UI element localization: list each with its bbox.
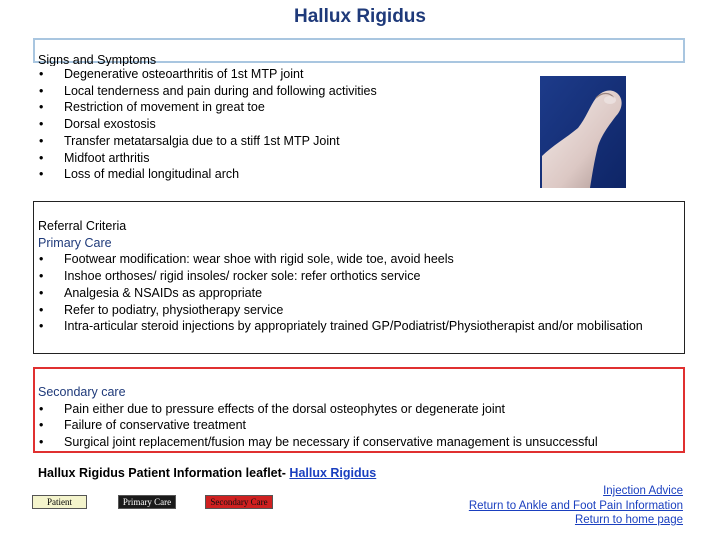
primary-care-button[interactable]: Primary Care: [118, 495, 176, 509]
signs-list: [38, 66, 558, 183]
referral-heading: Referral Criteria: [38, 219, 127, 233]
list-item: • Restriction of movement in great toe: [38, 99, 558, 116]
secondary-care-list: [38, 401, 678, 451]
secondary-care-heading: Secondary care: [38, 385, 126, 399]
leaflet-link[interactable]: Hallux Rigidus: [289, 466, 377, 480]
footer-links: [469, 484, 683, 528]
leaflet-line: [38, 466, 376, 480]
signs-heading: Signs and Symptoms: [38, 53, 157, 66]
list-item: • Failure of conservative treatment: [38, 417, 678, 434]
home-link[interactable]: Return to home page: [574, 514, 683, 527]
list-item: • Surgical joint replacement/fusion may be necessary if conservative management is unsuccessful: [38, 434, 678, 451]
foot-photo: [540, 76, 626, 188]
list-item: • Degenerative osteoarthritis of 1st MTP joint: [38, 66, 558, 83]
list-item: • Intra-articular steroid injections by appropriately trained GP/Podiatrist/Physiotherapist and/or mobilisation: [38, 318, 678, 335]
list-item: • Midfoot arthritis: [38, 150, 558, 167]
secondary-section: [38, 384, 678, 451]
list-item: • Local tenderness and pain during and following activities: [38, 83, 558, 100]
injection-advice-link[interactable]: Injection Advice: [603, 485, 683, 497]
list-item: • Loss of medial longitudinal arch: [38, 166, 558, 183]
list-item: • Dorsal exostosis: [38, 116, 558, 133]
list-item: • Analgesia & NSAIDs as appropriate: [38, 285, 678, 302]
primary-care-subheading: Primary Care: [38, 235, 112, 250]
list-item: • Footwear modification: wear shoe with rigid sole, wide toe, avoid heels: [38, 251, 678, 268]
list-item: • Inshoe orthoses/ rigid insoles/ rocker sole: refer orthotics service: [38, 268, 678, 285]
patient-button[interactable]: Patient: [32, 495, 87, 509]
list-item: • Transfer metatarsalgia due to a stiff 1st MTP Joint: [38, 133, 558, 150]
referral-section: [38, 218, 678, 335]
ankle-foot-link[interactable]: Return to Ankle and Foot Pain Information: [468, 499, 683, 512]
list-item: • Pain either due to pressure effects of the dorsal osteophytes or degenerate joint: [38, 401, 678, 418]
secondary-care-button[interactable]: Secondary Care: [205, 495, 273, 509]
page-title: Hallux Rigidus: [294, 6, 426, 27]
primary-care-list: [38, 251, 678, 335]
signs-section: [38, 52, 558, 183]
leaflet-label: Hallux Rigidus Patient Information leaflet-: [38, 466, 290, 480]
list-item: • Refer to podiatry, physiotherapy service: [38, 302, 678, 319]
